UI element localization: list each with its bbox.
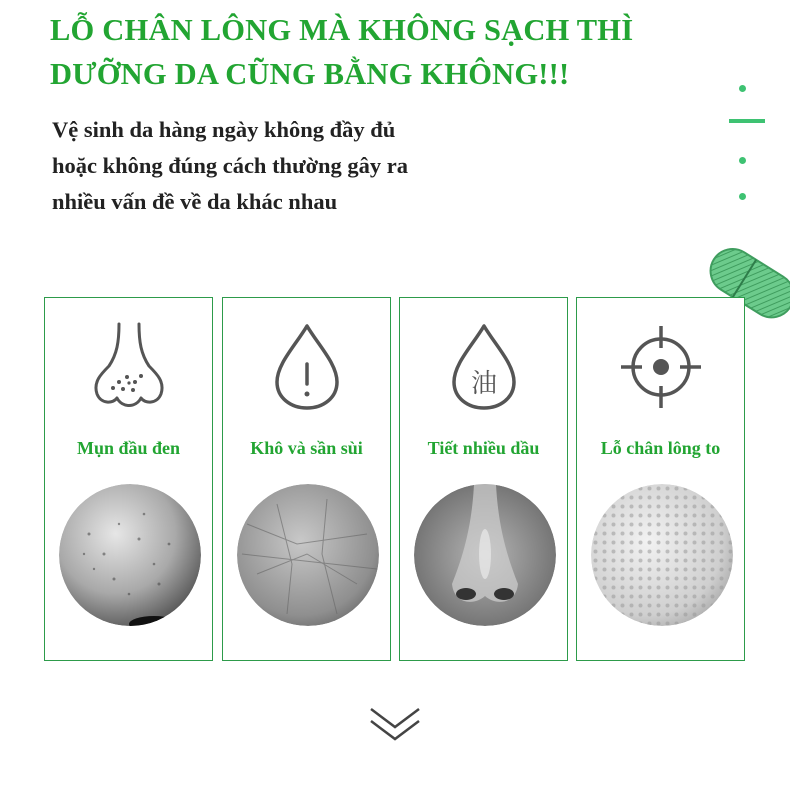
intro-line-1: Vệ sinh da hàng ngày không đầy đủ <box>52 117 396 142</box>
card-label: Khô và sần sùi <box>250 438 363 458</box>
target-pore-icon <box>621 322 701 412</box>
side-dots-decoration <box>725 80 770 210</box>
card-blackheads <box>44 297 213 661</box>
card-label: Tiết nhiều dầu <box>427 438 540 458</box>
nose-blackhead-icon <box>89 322 169 412</box>
headline <box>50 8 633 96</box>
card-label: Mụn đầu đen <box>76 438 181 458</box>
headline-line-2: DƯỠNG DA CŨNG BẰNG KHÔNG!!! <box>50 57 570 91</box>
intro-line-3: nhiều vấn đề về da khác nhau <box>52 189 338 214</box>
drop-oil-icon <box>444 322 524 412</box>
card-large-pores <box>576 297 745 661</box>
intro-line-2: hoặc không đúng cách thường gây ra <box>52 153 409 178</box>
card-label: Lỗ chân lông to <box>600 438 721 458</box>
scroll-down-chevrons-icon <box>369 705 421 745</box>
oily-nose-photo <box>414 484 556 626</box>
oil-glyph: 油 <box>470 369 498 399</box>
dry-skin-photo <box>237 484 379 626</box>
card-dry-rough <box>222 297 391 661</box>
drop-exclamation-icon <box>267 322 347 412</box>
card-oily <box>399 297 568 661</box>
intro-text <box>52 112 408 220</box>
large-pores-photo <box>591 484 733 626</box>
blackhead-skin-photo <box>59 484 201 626</box>
headline-line-1: LỖ CHÂN LÔNG MÀ KHÔNG SẠCH THÌ <box>50 13 634 47</box>
